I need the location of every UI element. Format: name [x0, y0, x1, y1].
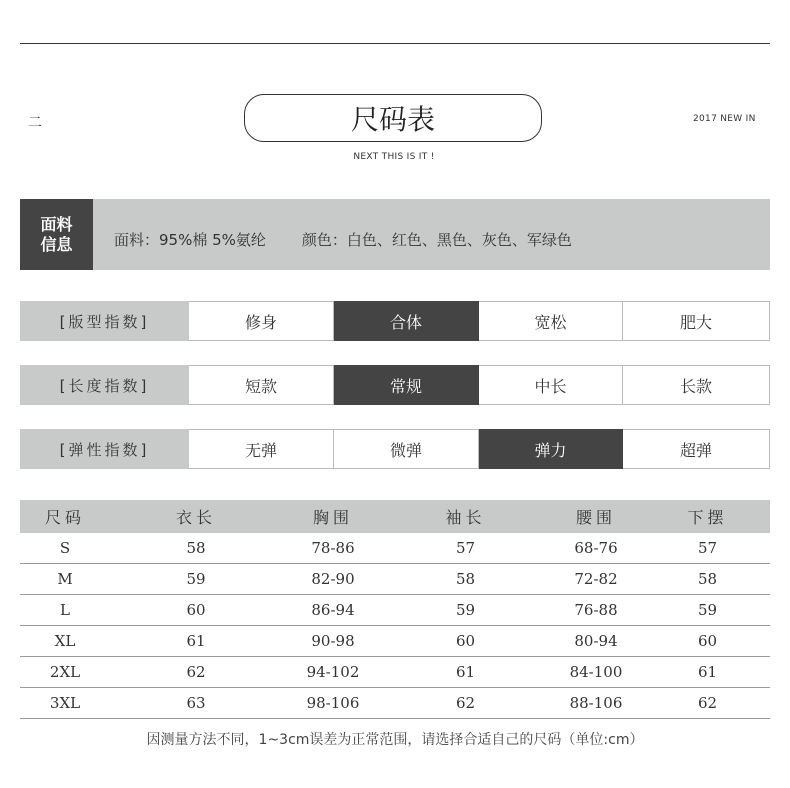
table-cell: 58 — [455, 570, 476, 588]
table-cell: 60 — [186, 601, 206, 619]
size-table-header — [20, 500, 770, 533]
table-cell: M — [57, 570, 73, 588]
table-cell: 2XL — [49, 663, 81, 681]
header-chest: 胸围 — [312, 508, 353, 527]
header-sleeve: 袖长 — [445, 508, 486, 527]
table-cell: 68-76 — [574, 539, 618, 557]
table-cell: 62 — [697, 694, 718, 712]
index-option: 修身 — [189, 301, 334, 341]
table-cell: 86-94 — [311, 601, 355, 619]
measurement-note: 因测量方法不同，1~3cm误差为正常范围，请选择合适自己的尺码（单位:cm） — [146, 732, 644, 748]
fabric-info-tag — [20, 199, 93, 270]
table-cell: 59 — [186, 570, 206, 588]
page-subtitle: NEXT THIS IS IT ! — [353, 152, 435, 162]
table-cell: 3XL — [49, 694, 81, 712]
table-cell: 57 — [455, 539, 476, 557]
table-cell: 88-106 — [569, 694, 623, 712]
page-title: 尺码表 — [244, 94, 542, 142]
index-option: 短款 — [189, 365, 334, 405]
table-cell: 60 — [697, 632, 718, 650]
table-cell: 62 — [455, 694, 476, 712]
index-row — [20, 301, 770, 341]
index-label: [版型指数] — [20, 301, 189, 341]
table-row — [20, 595, 770, 626]
index-row — [20, 365, 770, 405]
fabric-info-text — [114, 229, 608, 250]
table-row — [20, 657, 770, 688]
header-waist: 腰围 — [575, 508, 616, 527]
table-cell: 94-102 — [306, 663, 360, 681]
fabric-composition: 面料：95%棉 5%氨纶 — [114, 231, 266, 249]
index-option: 弹力 — [479, 429, 623, 469]
index-label: [长度指数] — [20, 365, 189, 405]
index-option: 微弹 — [334, 429, 479, 469]
table-cell: 63 — [186, 694, 206, 712]
fabric-info-tag-line1: 面料 — [40, 214, 73, 234]
table-cell: 78-86 — [311, 539, 355, 557]
index-option: 宽松 — [479, 301, 623, 341]
table-row — [20, 626, 770, 657]
table-cell: 76-88 — [574, 601, 618, 619]
index-option: 无弹 — [189, 429, 334, 469]
color-options: 颜色：白色、红色、黑色、灰色、军绿色 — [301, 231, 572, 249]
index-label: [弹性指数] — [20, 429, 189, 469]
top-divider — [20, 43, 770, 44]
index-option: 长款 — [623, 365, 770, 405]
table-cell: 60 — [455, 632, 476, 650]
header-size: 尺码 — [44, 508, 85, 527]
table-cell: 62 — [186, 663, 206, 681]
size-table-body — [20, 533, 770, 719]
table-cell: 84-100 — [569, 663, 623, 681]
table-cell: 59 — [697, 601, 718, 619]
table-cell: 90-98 — [311, 632, 355, 650]
table-row — [20, 533, 770, 564]
table-cell: L — [60, 601, 70, 619]
table-row — [20, 564, 770, 595]
table-cell: 61 — [186, 632, 206, 650]
left-mark: 二 — [28, 115, 42, 131]
index-option: 中长 — [479, 365, 623, 405]
table-cell: S — [59, 539, 71, 557]
index-option: 常规 — [334, 365, 479, 405]
table-cell: XL — [54, 632, 76, 650]
table-cell: 59 — [455, 601, 476, 619]
table-row — [20, 688, 770, 719]
fabric-info-tag-line2: 信息 — [40, 234, 73, 254]
table-cell: 82-90 — [311, 570, 355, 588]
index-option: 超弹 — [623, 429, 770, 469]
index-option: 肥大 — [623, 301, 770, 341]
table-cell: 98-106 — [306, 694, 360, 712]
table-cell: 80-94 — [574, 632, 618, 650]
new-in-tag: 2017 NEW IN — [693, 114, 756, 124]
table-cell: 72-82 — [574, 570, 618, 588]
table-cell: 61 — [697, 663, 718, 681]
table-cell: 61 — [455, 663, 476, 681]
table-cell: 58 — [186, 539, 206, 557]
index-row — [20, 429, 770, 469]
index-option: 合体 — [334, 301, 479, 341]
table-cell: 58 — [697, 570, 718, 588]
table-cell: 57 — [697, 539, 718, 557]
header-length: 衣长 — [175, 508, 216, 527]
header-hem: 下摆 — [687, 508, 728, 527]
